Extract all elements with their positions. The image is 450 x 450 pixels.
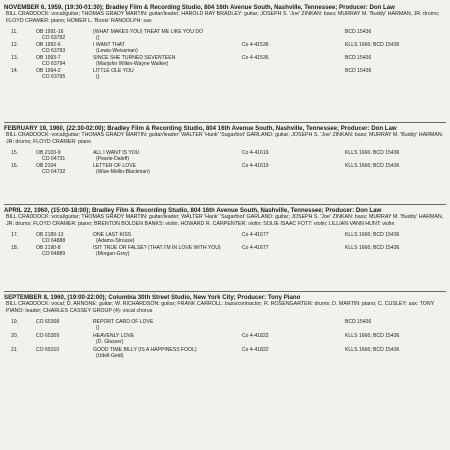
matrix-number: OB 1991-16 xyxy=(36,29,64,36)
catalog-number: Co 4-41619 xyxy=(242,150,269,157)
section-divider xyxy=(4,122,446,123)
secondary-matrix-number: CO 63795 xyxy=(42,74,66,81)
matrix-number: OB 2189-13 xyxy=(36,232,64,239)
songwriters: (Pearle-Daleff) xyxy=(96,156,130,163)
track-row xyxy=(4,69,446,82)
songwriters: () xyxy=(96,35,100,42)
song-title: LETTER OF LOVE xyxy=(93,163,137,170)
reissue-numbers: KLLS 1666; BCD 15436 xyxy=(345,333,400,340)
song-title: (WHAT MAKES YOU) TREAT ME LIKE YOU DO xyxy=(93,29,204,36)
reissue-numbers: KLLS 1666; BCD 15436 xyxy=(345,163,400,170)
song-title: GOOD TIME BILLY (IS A HAPPINESS FOOL) xyxy=(93,347,197,354)
track-list xyxy=(4,320,446,362)
session-personnel: BILL CRADDOCK: vocal/guitar; THOMAS GRADY MARTIN: guitar/leader; WALTER 'Hank' 'Sugarfoot' GARLAND: guitar; JOSEPH S. 'Joe' ZINKAN: bass; MURRAY M. 'Buddy' HARMAN, JR: drums; FLOYD CRAMER: piano xyxy=(6,132,444,145)
matrix-number: CO 65308 xyxy=(36,319,60,326)
reissue-numbers: KLLS 1666; BCD 15436 xyxy=(345,347,400,354)
track-row xyxy=(4,56,446,69)
song-title: ONE LAST KISS xyxy=(93,232,132,239)
catalog-number: Co 4-41619 xyxy=(242,163,269,170)
session-header: FEBRUARY 19, 1960, (22:30-02:00); Bradley Film & Recording Studio, 804 16th Avenue South, Nashville, Tennessee; Producer: Don Law xyxy=(4,125,397,132)
session-nov-1959 xyxy=(4,4,446,82)
track-number: 17. xyxy=(11,232,19,239)
song-title: LITTLE OLE YOU xyxy=(93,68,134,75)
track-row xyxy=(4,348,446,362)
matrix-number: OB 1992-6 xyxy=(36,42,61,49)
track-number: 11. xyxy=(11,29,18,36)
secondary-matrix-number: CO 64888 xyxy=(42,238,66,245)
catalog-number: Co 4-41536 xyxy=(242,42,269,49)
secondary-matrix-number: CO 63793 xyxy=(42,48,66,55)
songwriters: (D. Glasser) xyxy=(96,339,124,346)
session-feb-1960 xyxy=(4,125,446,177)
songwriters: (Udell-Geld) xyxy=(96,353,124,360)
reissue-numbers: BCD 15436 xyxy=(345,319,372,326)
session-personnel: BILL CRADDOCK: vocal/guitar; THOMAS GRADY MARTIN: guitar/leader; HAROLD RAY BRADLEY: guitar; JOSEPH S. 'Joe' ZINKAN: bass; MURRAY M. 'Buddy' HARMAN, JR: drums; FLOYD CRAMER: piano; HOMER L. 'Boots' RANDOLPH: sax xyxy=(6,11,440,24)
reissue-numbers: KLLS 1666; BCD 15436 xyxy=(345,245,400,252)
song-title: ALL I WANT IS YOU xyxy=(93,150,140,157)
section-divider xyxy=(4,291,446,292)
songwriters: (Morgan-Grey) xyxy=(96,251,130,258)
song-title: I WANT THAT xyxy=(93,42,125,49)
matrix-number: CO 65310 xyxy=(36,347,60,354)
session-personnel: BILL CRADDOCK: vocal/guitar; THOMAS GRADY MARTIN: guitar/leader; WALTER 'Hank' 'Sugarfoot' GARLAND: guitar; JOSEPH S. 'Joe' ZINKAN: bass; MURRAY M. 'Buddy' HARMAN, JR: drums; FLOYD CRAMER: piano; BRENTON BOLDEN BANKS: violin; HOWARD R. CARPENTER: violin; SOLIE ISAAC FOTT: violin; LILLIAN VANN HUNT: violin xyxy=(6,214,444,227)
songwriters: () xyxy=(96,74,100,81)
session-header: NOVEMBER 6, 1959, (19:30-01:30); Bradley Film & Recording Studio, 804 16th Avenue South, Nashville, Tennessee; Producer: Don Law xyxy=(4,4,395,11)
matrix-number: OB 2104 xyxy=(36,163,57,170)
reissue-numbers: BCD 15436 xyxy=(345,68,372,75)
songwriters: (Lewis-Weissman) xyxy=(96,48,138,55)
secondary-matrix-number: CO 64889 xyxy=(42,251,66,258)
reissue-numbers: KLLS 1666; BCD 15436 xyxy=(345,42,400,49)
secondary-matrix-number: CO 63794 xyxy=(42,61,66,68)
track-number: 21. xyxy=(11,347,19,354)
matrix-number: CO 65309 xyxy=(36,333,60,340)
matrix-number: OB 2190-8 xyxy=(36,245,61,252)
track-number: 19. xyxy=(11,319,19,326)
song-title: SINCE SHE TURNED SEVENTEEN xyxy=(93,55,176,62)
track-row xyxy=(4,246,446,259)
song-title: ISIT TRUE OR FALSE? (THAT I'M IN LOVE WITH YOU) xyxy=(93,245,221,252)
reissue-numbers: BCD 15436 xyxy=(345,29,372,36)
reissue-numbers: KLLS 1666; BCD 15436 xyxy=(345,232,400,239)
track-list xyxy=(4,233,446,259)
session-personnel: BILL CRADDOCK: vocal; D. ARNONE: guitar; W. RICHARDSON: guitar; FRANK CARROLL: bass/contractor; R. ROSENGARTEN: drums; D. MARTIN: piano; C. CUSLEY: sax; TONY PIANO: leader; CHARLES CASSEY GROUP (4): vocal chorus xyxy=(6,301,435,314)
session-header: SEPTEMBER 8, 1960, (19:00-22:00); Columbia 30th Street Studio, New York City; Producer: Tony Piano xyxy=(4,294,301,301)
track-number: 15. xyxy=(11,150,19,157)
session-sep-1960 xyxy=(4,294,446,362)
catalog-number: Co 4-41677 xyxy=(242,232,269,239)
secondary-matrix-number: CO 63792 xyxy=(42,35,66,42)
track-number: 20. xyxy=(11,333,19,340)
songwriters: () xyxy=(96,325,100,332)
track-list xyxy=(4,151,446,177)
songwriters: (Marijohn Wilkin-Wayne Walker) xyxy=(96,61,169,68)
reissue-numbers: KLLS 1666; BCD 15436 xyxy=(345,150,400,157)
catalog-number: Co 4-41822 xyxy=(242,333,269,340)
catalog-number: Co 4-41536 xyxy=(242,55,269,62)
session-header: APRIL 22, 1960, (15:00-18:00); Bradley Film & Recording Studio, 804 16th Avenue South, Nashville, Tennessee; Producer: Don Law xyxy=(4,207,382,214)
track-number: 18. xyxy=(11,245,19,252)
matrix-number: OB 1994-2 xyxy=(36,68,61,75)
songwriters: (Adams-Strouse) xyxy=(96,238,135,245)
songwriters: (Wise-Mellin-Blackman) xyxy=(96,169,150,176)
track-row xyxy=(4,164,446,177)
section-divider xyxy=(4,204,446,205)
track-number: 16. xyxy=(11,163,19,170)
track-number: 12. xyxy=(11,42,19,49)
reissue-numbers: BCD 15436 xyxy=(345,55,372,62)
track-row xyxy=(4,43,446,56)
matrix-number: OB 2103-9 xyxy=(36,150,61,157)
song-title: REPORT CARD OF LOVE xyxy=(93,319,154,326)
catalog-number: Co 4-41677 xyxy=(242,245,269,252)
catalog-number: Co 4-41822 xyxy=(242,347,269,354)
track-number: 13. xyxy=(11,55,19,62)
song-title: HEAVENLY LOVE xyxy=(93,333,135,340)
secondary-matrix-number: CO 64732 xyxy=(42,169,66,176)
track-row xyxy=(4,320,446,334)
track-list xyxy=(4,30,446,82)
track-row xyxy=(4,334,446,348)
matrix-number: OB 1993-7 xyxy=(36,55,61,62)
track-number: 14. xyxy=(11,68,19,75)
session-apr-1960 xyxy=(4,207,446,259)
secondary-matrix-number: CO 64731 xyxy=(42,156,66,163)
